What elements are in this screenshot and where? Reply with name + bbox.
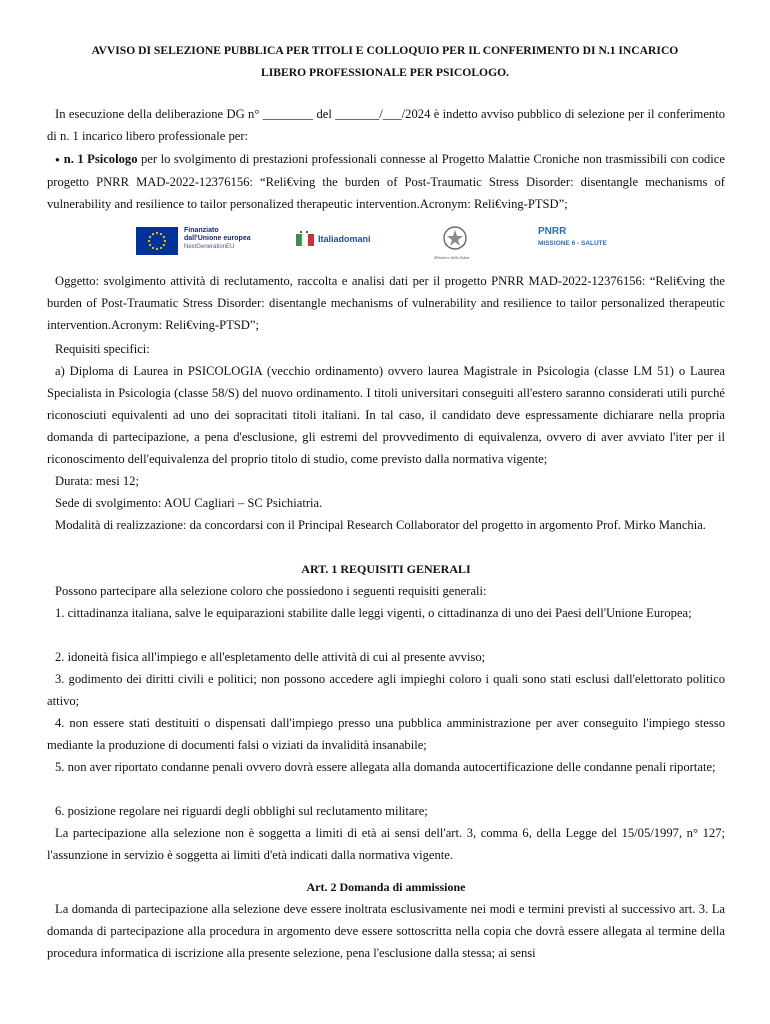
logo-strip: [130, 224, 630, 260]
art1-item-1: 1. cittadinanza italiana, salve le equiparazioni stabilite dalle leggi vigenti, o cittadinanza di uno dei Paesi dell'Unione Europea;: [55, 606, 692, 620]
art1-intro: Possono partecipare alla selezione coloro che possiedono i seguenti requisiti generali:: [55, 584, 487, 598]
sede-line: Sede di svolgimento: AOU Cagliari – SC Psichiatria.: [55, 496, 323, 510]
eu-star: [148, 240, 150, 242]
art1-item-5: 5. non aver riportato condanne penali ovvero dovrà essere allegata alla domanda autocertificazione delle condanne penali riportate;: [55, 760, 716, 774]
bullet-bold: n. 1 Psicologo: [63, 152, 138, 166]
bullet-text: per lo svolgimento di prestazioni professionali connesse al Progetto Malattie Croniche non trasmissibili con codice progetto PNRR MAD-2022-12376156: “Reli€ving the burden of Post-Traumatic Stress Disorder: disentangle mechanisms of vulnerability and resilience to tailor personalized therapeutic intervention.Acronym: Reli€ving-PTSD”;: [47, 152, 725, 211]
eu-star: [164, 240, 166, 242]
intro-paragraph: In esecuzione della deliberazione DG n° ________ del _______/___/2024 è indetto avviso pubblico di selezione per il conferimento di n. 1 incarico libero professionale per:: [47, 107, 725, 143]
eu-star: [163, 244, 165, 246]
title-line-2: LIBERO PROFESSIONALE PER PSICOLOGO.: [260, 66, 510, 79]
italiadomani-label: Italiadomani: [318, 234, 371, 244]
bullet-icon: ●: [55, 155, 61, 164]
bullet-paragraph: [47, 148, 725, 215]
title-line-1: AVVISO DI SELEZIONE PUBBLICA PER TITOLI E COLLOQUIO PER IL CONFERIMENTO DI N.1 INCARICO: [91, 44, 679, 57]
eu-line-2: dall'Unione europea: [184, 235, 251, 242]
eu-line-3: NextGenerationEU: [184, 244, 235, 250]
eu-star: [160, 247, 162, 249]
eu-star: [152, 247, 154, 249]
italia-flag-icon: [296, 230, 316, 250]
document-title: [60, 40, 710, 84]
eu-star: [149, 244, 151, 246]
art1-heading: ART. 1 REQUISITI GENERALI: [301, 562, 471, 576]
requisiti-label: Requisiti specifici:: [55, 342, 150, 356]
eu-star: [156, 248, 158, 250]
eu-star: [149, 236, 151, 238]
eu-star: [152, 233, 154, 235]
pnrr-logo: [538, 224, 638, 260]
art2-heading: Art. 2 Domanda di ammissione: [306, 880, 466, 894]
eu-line-1: Finanziato: [184, 227, 219, 234]
republic-emblem-icon: [442, 224, 468, 254]
eu-logo: [136, 224, 266, 260]
ministero-logo: [434, 224, 480, 260]
oggetto-paragraph: Oggetto: svolgimento attività di reclutamento, raccolta e analisi dati per il progetto PNRR MAD-2022-12376156: “Reli€ving the burden of Post-Traumatic Stress Disorder: disentangle mechanisms of vulnerability and resilience to tailor personalized therapeutic intervention.Acronym: Reli€ving-PTSD”;: [47, 274, 725, 332]
modalita-paragraph: Modalità di realizzazione: da concordarsi con il Principal Research Collaborator del progetto in argomento Prof. Mirko Manchia.: [55, 518, 706, 532]
eu-star: [163, 236, 165, 238]
art1-item-2: 2. idoneità fisica all'impiego e all'espletamento delle attività di cui al presente avviso;: [55, 650, 486, 664]
italiadomani-logo: [294, 224, 384, 260]
art2-paragraph: La domanda di partecipazione alla selezione deve essere inoltrata esclusivamente nei modi e termini previsti al successivo art. 3. La domanda di partecipazione alla procedura in argomento deve essere sottoscritta nella copia che dovrà essere allegata al termine della procedura informatica di iscrizione alla presente selezione, pena l'esclusione dalla stessa; ai sensi: [47, 902, 725, 960]
art1-note: La partecipazione alla selezione non è soggetta a limiti di età ai sensi dell'art. 3, comma 6, della Legge del 15/05/1997, n° 127; l'assunzione in servizio è soggetta ai limiti d'età indicati dalla normativa vigente.: [47, 826, 725, 862]
pnrr-title: PNRR: [538, 226, 567, 237]
requisiti-a-paragraph: a) Diploma di Laurea in PSICOLOGIA (vecchio ordinamento) ovvero laurea Magistrale in Psicologia (classe LM 51) o Laurea Specialista in Psicologia (classe 58/S) del nuovo ordinamento. I titoli universitari conseguiti all'estero saranno considerati utili purché riconosciuti equivalenti ad uno dei sopracitati titoli italiani. In tal caso, il candidato deve espressamente dichiarare nella propria domanda di partecipazione, a pena d'esclusione, gli estremi del provvedimento di equivalenza, ovvero di aver avviato l'iter per il riconoscimento dell'equivalenza del proprio titolo di studio, come previsto dalla normativa vigente;: [47, 364, 725, 466]
ministero-caption: Ministero della Salute: [434, 255, 470, 260]
eu-flag-icon: [136, 227, 178, 255]
art1-item-3: 3. godimento dei diritti civili e politici; non possono accedere agli impieghi coloro i quali sono stati esclusi dall'elettorato politico attivo;: [47, 672, 725, 708]
durata-line: Durata: mesi 12;: [55, 474, 139, 488]
art1-item-6: 6. posizione regolare nei riguardi degli obblighi sul reclutamento militare;: [55, 804, 428, 818]
art1-item-4: 4. non essere stati destituiti o dispensati dall'impiego presso una pubblica amministrazione per aver conseguito l'impiego stesso mediante la produzione di documenti falsi o viziati da invalidità insanabile;: [47, 716, 725, 752]
eu-star: [156, 232, 158, 234]
eu-star: [160, 233, 162, 235]
pnrr-subtitle: MISSIONE 6 - SALUTE: [538, 240, 607, 247]
